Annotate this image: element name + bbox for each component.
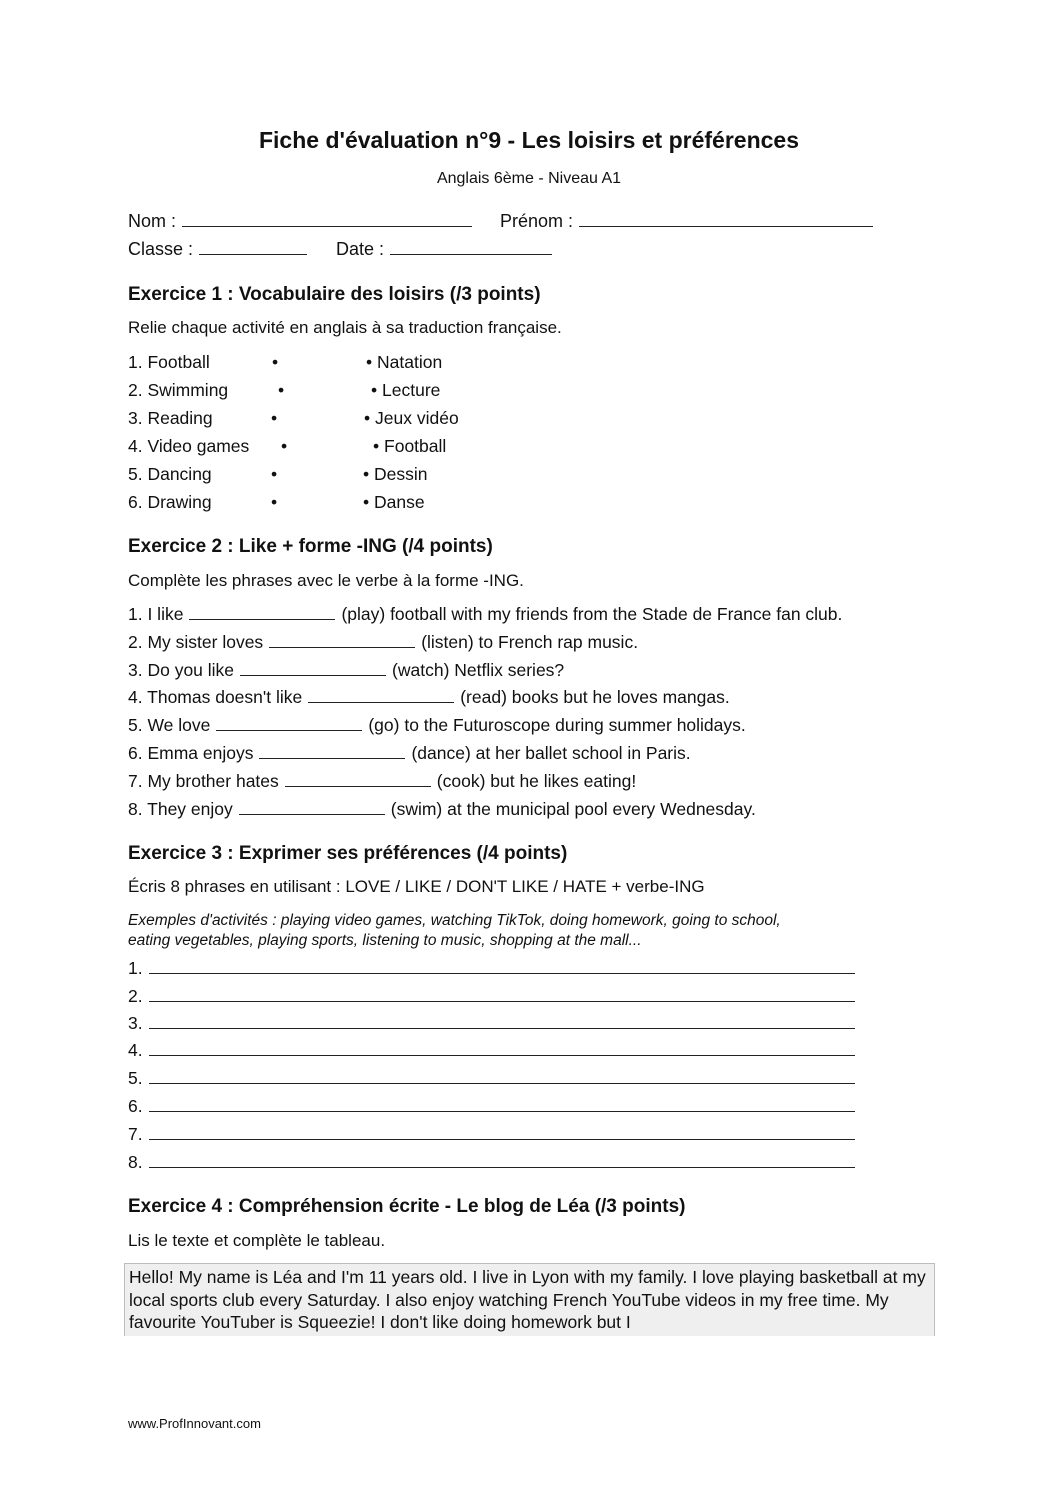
sentence-item: [128, 687, 730, 708]
writing-line[interactable]: [128, 1152, 855, 1173]
answer-blank[interactable]: [269, 634, 415, 648]
exercise1-instruction: Relie chaque activité en anglais à sa traduction française.: [128, 318, 562, 337]
line-number: 6.: [128, 1096, 143, 1116]
page-title: Fiche d'évaluation n°9 - Les loisirs et préférences: [258, 127, 800, 153]
answer-blank[interactable]: [216, 717, 362, 731]
match-left-item: 2. Swimming: [128, 380, 229, 400]
classe-blank[interactable]: [199, 240, 307, 255]
right-bullet-dot: •: [366, 352, 373, 372]
sentence-end: (cook) but he likes eating!: [436, 771, 637, 791]
exercise3-heading: Exercice 3 : Exprimer ses préférences (/4 points): [128, 843, 568, 864]
prenom-blank[interactable]: [579, 212, 873, 227]
sentence-end: (listen) to French rap music.: [421, 632, 639, 652]
match-left-item: 3. Reading: [128, 408, 213, 428]
classe-label: Classe :: [128, 239, 194, 259]
right-bullet-dot: •: [373, 436, 380, 456]
answer-blank[interactable]: [189, 606, 335, 620]
sentence-end: (go) to the Futuroscope during summer holidays.: [368, 715, 746, 735]
sentence-start: 4. Thomas doesn't like: [128, 687, 303, 707]
match-left-item: 4. Video games: [128, 436, 250, 456]
left-bullet-dot[interactable]: •: [271, 464, 278, 484]
match-right-item[interactable]: [366, 352, 442, 373]
sentence-end: (watch) Netflix series?: [392, 660, 565, 680]
sentence-end: (swim) at the municipal pool every Wednesday.: [390, 799, 756, 819]
answer-blank[interactable]: [259, 745, 405, 759]
writing-line[interactable]: [128, 958, 855, 979]
sentence-item: [128, 604, 842, 625]
right-bullet-dot: •: [364, 408, 371, 428]
right-bullet-dot: •: [363, 464, 370, 484]
line-number: 8.: [128, 1152, 143, 1172]
exercise2-heading: Exercice 2 : Like + forme -ING (/4 points): [128, 536, 493, 557]
answer-blank[interactable]: [285, 773, 431, 787]
match-right-item[interactable]: [363, 464, 428, 485]
line-number: 1.: [128, 958, 143, 978]
exercise3-examples-line1: Exemples d'activités : playing video games, watching TikTok, doing homework, going to school,: [128, 912, 781, 929]
sentence-item: [128, 743, 691, 764]
left-bullet-dot[interactable]: •: [272, 352, 279, 372]
sentence-item: [128, 660, 564, 681]
sentence-start: 3. Do you like: [128, 660, 235, 680]
sentence-start: 7. My brother hates: [128, 771, 279, 791]
date-field[interactable]: [336, 239, 552, 260]
left-bullet-dot[interactable]: •: [271, 492, 278, 512]
writing-blank[interactable]: [149, 960, 855, 974]
sentence-item: [128, 715, 746, 736]
match-left-item: 1. Football: [128, 352, 210, 372]
exercise4-heading: Exercice 4 : Compréhension écrite - Le blog de Léa (/3 points): [128, 1196, 686, 1217]
match-left-item: 6. Drawing: [128, 492, 212, 512]
page-subtitle: Anglais 6ème - Niveau A1: [436, 170, 622, 187]
date-label: Date :: [336, 239, 385, 259]
sentence-start: 5. We love: [128, 715, 211, 735]
writing-line[interactable]: [128, 1013, 855, 1034]
match-right-item[interactable]: [371, 380, 440, 401]
answer-blank[interactable]: [308, 689, 454, 703]
left-bullet-dot[interactable]: •: [278, 380, 285, 400]
sentence-start: 1. I like: [128, 604, 184, 624]
writing-line[interactable]: [128, 986, 855, 1007]
match-right-label: Danse: [374, 492, 425, 512]
nom-field[interactable]: [128, 211, 472, 232]
writing-blank[interactable]: [149, 1042, 855, 1056]
prenom-label: Prénom :: [500, 211, 574, 231]
writing-blank[interactable]: [149, 1154, 855, 1168]
exercise3-examples-line2: eating vegetables, playing sports, listening to music, shopping at the mall...: [128, 932, 642, 949]
line-number: 5.: [128, 1068, 143, 1088]
left-bullet-dot[interactable]: •: [271, 408, 278, 428]
match-right-label: Football: [384, 436, 447, 456]
left-bullet-dot[interactable]: •: [281, 436, 288, 456]
line-number: 7.: [128, 1124, 143, 1144]
exercise1-heading: Exercice 1 : Vocabulaire des loisirs (/3 points): [128, 284, 541, 305]
right-bullet-dot: •: [371, 380, 378, 400]
sentence-start: 6. Emma enjoys: [128, 743, 254, 763]
prenom-field[interactable]: [500, 211, 873, 232]
writing-blank[interactable]: [149, 1126, 855, 1140]
match-right-label: Lecture: [382, 380, 441, 400]
sentence-item: [128, 771, 636, 792]
exercise4-instruction: Lis le texte et complète le tableau.: [128, 1231, 386, 1250]
match-right-item[interactable]: [364, 408, 459, 429]
writing-blank[interactable]: [149, 1015, 855, 1029]
blog-text-box: Hello! My name is Léa and I'm 11 years old. I live in Lyon with my family. I love playing basketball at my local sports club every Saturday. I also enjoy watching French YouTube videos in my free time. My favourite YouTuber is Squeezie! I don't like doing homework but I: [124, 1263, 935, 1336]
sentence-end: (play) football with my friends from the Stade de France fan club.: [341, 604, 843, 624]
sentence-end: (read) books but he loves mangas.: [460, 687, 730, 707]
sentence-item: [128, 799, 756, 820]
match-right-item[interactable]: [363, 492, 425, 513]
writing-blank[interactable]: [149, 1098, 855, 1112]
nom-blank[interactable]: [182, 212, 472, 227]
answer-blank[interactable]: [240, 662, 386, 676]
line-number: 2.: [128, 986, 143, 1006]
date-blank[interactable]: [390, 240, 552, 255]
writing-blank[interactable]: [149, 988, 855, 1002]
match-right-label: Natation: [377, 352, 443, 372]
exercise3-instruction: Écris 8 phrases en utilisant : LOVE / LIKE / DON'T LIKE / HATE + verbe-ING: [128, 877, 705, 896]
match-left-item: 5. Dancing: [128, 464, 212, 484]
line-number: 3.: [128, 1013, 143, 1033]
writing-blank[interactable]: [149, 1070, 855, 1084]
line-number: 4.: [128, 1040, 143, 1060]
classe-field[interactable]: [128, 239, 307, 260]
sentence-start: 8. They enjoy: [128, 799, 233, 819]
exercise2-instruction: Complète les phrases avec le verbe à la forme -ING.: [128, 571, 524, 590]
sentence-end: (dance) at her ballet school in Paris.: [411, 743, 691, 763]
footer-website[interactable]: www.ProfInnovant.com: [128, 1416, 261, 1431]
answer-blank[interactable]: [239, 801, 385, 815]
nom-label: Nom :: [128, 211, 177, 231]
match-right-label: Jeux vidéo: [375, 408, 459, 428]
writing-line[interactable]: [128, 1068, 855, 1089]
sentence-item: [128, 632, 638, 653]
writing-line[interactable]: [128, 1096, 855, 1117]
writing-line[interactable]: [128, 1040, 855, 1061]
sentence-start: 2. My sister loves: [128, 632, 264, 652]
match-right-item[interactable]: [373, 436, 446, 457]
match-right-label: Dessin: [374, 464, 428, 484]
writing-line[interactable]: [128, 1124, 855, 1145]
right-bullet-dot: •: [363, 492, 370, 512]
